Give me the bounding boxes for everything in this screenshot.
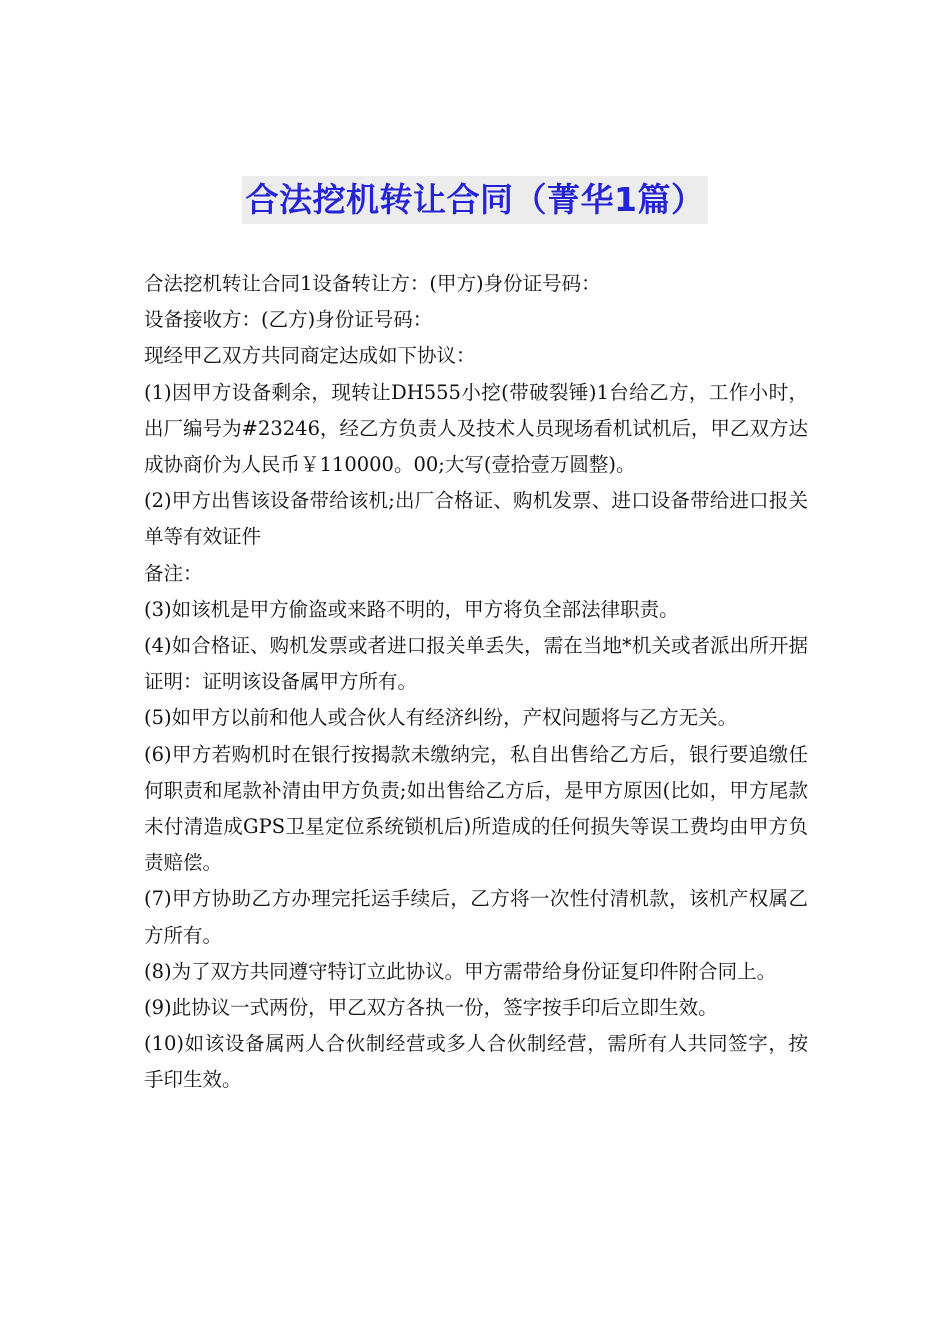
paragraph-transferee: 设备接收方：(乙方)身份证号码： bbox=[144, 308, 433, 332]
paragraph-transferor: 合法挖机转让合同1设备转让方：(甲方)身份证号码： bbox=[144, 272, 601, 295]
clause-5: (5)如甲方以前和他人或合伙人有经济纠纷，产权问题将与乙方无关。 bbox=[144, 706, 738, 730]
title-container bbox=[0, 176, 950, 224]
clause-9: (9)此协议一式两份，甲乙双方各执一份，签字按手印后立即生效。 bbox=[144, 996, 718, 1020]
clause-10: (10)如该设备属两人合伙制经营或多人合伙制经营，需所有人共同签字，按手印生效。 bbox=[144, 1032, 808, 1092]
clause-8: (8)为了双方共同遵守特订立此协议。甲方需带给身份证复印件附合同上。 bbox=[144, 959, 777, 983]
clause-6: (6)甲方若购机时在银行按揭款未缴纳完，私自出售给乙方后，银行要追缴任何职责和尾款补清由甲方负责;如出售给乙方后，是甲方原因(比如，甲方尾款未付清造成GPS卫星定位系统锁机后)所造成的任何损失等误工费均由甲方负责赔偿。 bbox=[144, 742, 808, 875]
document-title: 合法挖机转让合同（菁华1篇） bbox=[242, 176, 709, 224]
clause-2: (2)甲方出售该设备带给该机;出厂合格证、购机发票、进口设备带给进口报关单等有效证件 bbox=[144, 489, 808, 549]
clause-7: (7)甲方协助乙方办理完托运手续后，乙方将一次性付清机款，该机产权属乙方所有。 bbox=[144, 887, 808, 947]
clause-1: (1)因甲方设备剩余，现转让DH555小挖(带破裂锤)1台给乙方，工作小时，出厂编号为#23246，经乙方负责人及技术人员现场看机试机后，甲乙双方达成协商价为人民币￥110000。00;大写(壹拾壹万圆整)。 bbox=[144, 380, 808, 477]
document-body bbox=[144, 266, 808, 1099]
clause-4: (4)如合格证、购机发票或者进口报关单丢失，需在当地*机关或者派出所开据证明：证明该设备属甲方所有。 bbox=[144, 634, 808, 694]
paragraph-agreement-intro: 现经甲乙双方共同商定达成如下协议： bbox=[144, 344, 476, 368]
clause-3: (3)如该机是甲方偷盗或来路不明的，甲方将负全部法律职责。 bbox=[144, 597, 679, 621]
remarks-heading: 备注： bbox=[144, 561, 203, 585]
